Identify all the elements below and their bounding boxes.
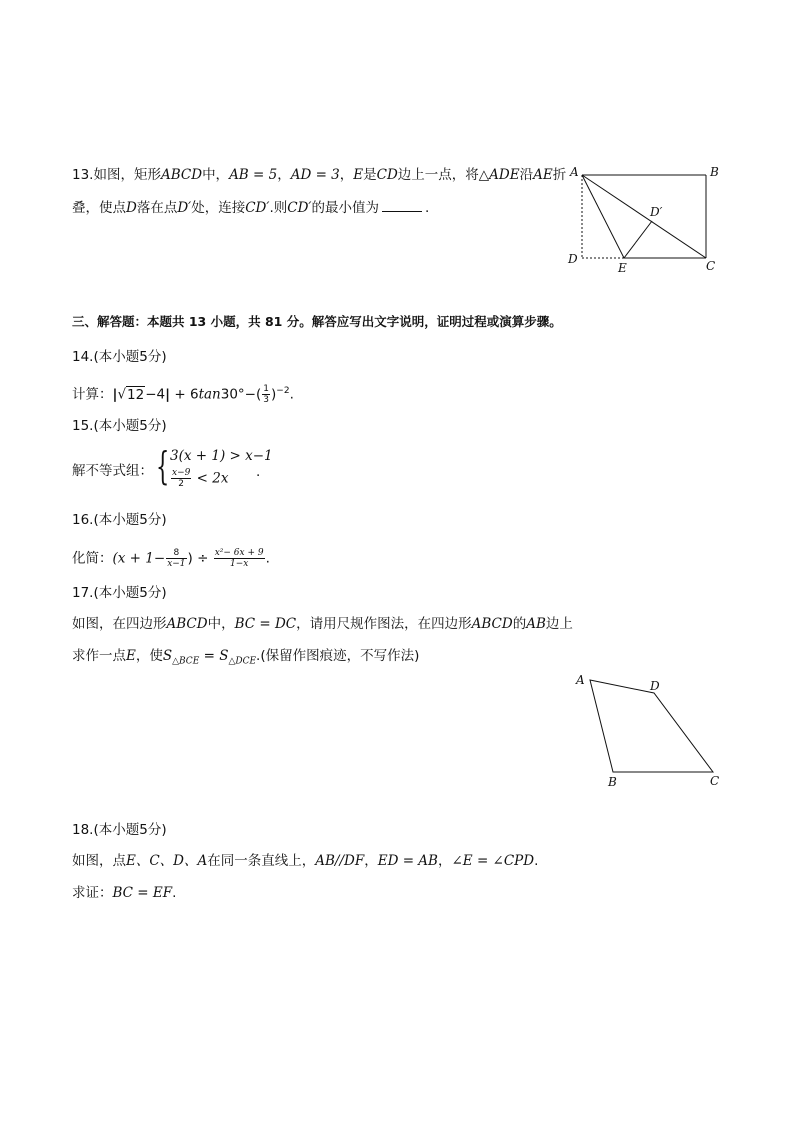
fraction <box>171 468 191 489</box>
denominator: x−1 <box>167 559 186 569</box>
text: 如图，在四边形 <box>72 616 167 632</box>
math: E <box>126 648 136 664</box>
math: AB <box>526 616 546 632</box>
math: ABCD <box>471 616 513 632</box>
text: 落在点 <box>136 200 178 216</box>
q18-line1 <box>72 852 538 870</box>
label-D: D <box>568 252 578 266</box>
text: ， <box>364 853 378 869</box>
text: 边上 <box>545 616 573 632</box>
text: . <box>172 885 177 901</box>
text: 折 <box>552 167 567 183</box>
sqrt-symbol: √ <box>117 386 127 403</box>
text: .则 <box>269 200 288 216</box>
q16-head: 16.(本小题5分) <box>72 512 167 528</box>
math: E、C、D、A <box>126 853 208 869</box>
text: ， <box>339 167 354 183</box>
q15-head: 15.(本小题5分) <box>72 418 167 434</box>
text: 中， <box>207 616 235 632</box>
text: ， <box>437 853 452 869</box>
text: 叠，使点 <box>72 200 126 216</box>
math: ∠E = ∠CPD <box>451 853 535 869</box>
segment-AC <box>582 175 706 258</box>
text: 的 <box>512 616 527 632</box>
text: 处，连接 <box>191 200 246 216</box>
math: 30° <box>220 386 245 403</box>
q17-line2 <box>72 647 419 671</box>
math: tan <box>198 386 221 403</box>
math: −4 <box>145 386 166 403</box>
math: ) ÷ <box>187 550 213 567</box>
text: 如图，点 <box>72 853 126 869</box>
math: | <box>112 386 118 403</box>
numerator: 1 <box>263 384 269 394</box>
label-Dp: D′ <box>650 205 663 219</box>
brace: { <box>156 444 170 488</box>
figure-q13 <box>560 160 730 280</box>
text: 化简： <box>72 550 113 567</box>
math: (x + 1− <box>112 550 166 567</box>
text: .(保留作图痕迹，不写作法) <box>256 648 420 664</box>
text: ， <box>277 167 291 183</box>
numerator: x−9 <box>172 468 191 478</box>
label-C: C <box>710 774 720 788</box>
q15-end: . <box>256 464 261 480</box>
quadrilateral-ABCD <box>590 680 713 772</box>
math: 3(x + 1) > x−1 <box>170 448 273 464</box>
math: AB = 5 <box>229 167 278 183</box>
answer-blank[interactable] <box>382 198 422 212</box>
q18-line2 <box>72 884 176 902</box>
math: CD′ <box>287 200 312 216</box>
figure-q17 <box>570 668 730 793</box>
label-C: C <box>706 259 716 273</box>
text: . <box>265 550 270 567</box>
math: −( <box>244 386 262 403</box>
text: 是 <box>363 167 377 183</box>
fraction <box>262 384 270 405</box>
subscript: △DCE <box>228 656 257 667</box>
numerator: 8 <box>166 548 186 559</box>
q14-head: 14.(本小题5分) <box>72 349 167 365</box>
q18-head: 18.(本小题5分) <box>72 822 167 838</box>
label-E: E <box>618 261 627 275</box>
text: 中， <box>202 167 230 183</box>
math: ABCD <box>166 616 208 632</box>
label-B: B <box>710 165 719 179</box>
math: D <box>126 200 137 216</box>
fraction <box>214 548 265 569</box>
math: AE <box>533 167 553 183</box>
q15-label: 解不等式组： <box>72 463 153 479</box>
math: E <box>353 167 364 183</box>
math: < 2x <box>192 470 229 487</box>
subscript: △BCE <box>172 656 200 667</box>
text: 求作一点 <box>72 648 126 664</box>
q13-line2 <box>72 198 429 217</box>
text: 的最小值为 <box>311 200 379 216</box>
math: CD <box>376 167 398 183</box>
text: . <box>289 386 294 403</box>
text: 13.如图，矩形 <box>72 167 161 183</box>
label-A: A <box>570 165 579 179</box>
math: D′ <box>177 200 192 216</box>
numerator: x²− 6x + 9 <box>214 548 264 558</box>
math: + 6 <box>170 386 199 403</box>
q15-ineq2 <box>170 468 228 489</box>
segment-EDp <box>624 221 652 258</box>
q16-body <box>72 548 270 569</box>
math: S <box>219 648 229 664</box>
text: . <box>424 200 430 216</box>
label-B: B <box>608 775 617 789</box>
math: 12 <box>127 386 145 403</box>
text: 边上一点，将 <box>397 167 479 183</box>
text: ，请用尺规作图法，在四边形 <box>296 616 472 632</box>
exponent: −2 <box>276 386 290 396</box>
math: ) <box>271 386 277 403</box>
math: ABCD <box>160 167 203 183</box>
math: AD = 3 <box>290 167 340 183</box>
q13-line1 <box>72 166 566 184</box>
segment-AE <box>582 175 624 258</box>
math: AB//DF <box>315 853 365 869</box>
math: = <box>199 648 220 664</box>
math: S <box>162 648 173 664</box>
section-heading: 三、解答题：本题共 13 小题，共 81 分。解答应写出文字说明，证明过程或演算步骤。 <box>72 314 562 329</box>
text: 计算： <box>72 386 113 403</box>
label-D: D <box>650 679 660 693</box>
q17-head: 17.(本小题5分) <box>72 585 167 601</box>
denominator: 2 <box>178 479 185 489</box>
fraction <box>166 548 186 569</box>
math: CD′ <box>245 200 270 216</box>
math: ED = AB <box>377 853 438 869</box>
denominator: 3 <box>263 395 269 405</box>
text: ，使 <box>135 648 163 664</box>
math: △ADE <box>478 167 520 183</box>
label-A: A <box>576 673 585 687</box>
text: 在同一条直线上， <box>207 853 316 869</box>
math: BC = EF <box>112 885 173 901</box>
text: . <box>534 853 539 869</box>
text: 沿 <box>519 167 534 183</box>
q14-body <box>72 382 294 405</box>
math: BC = DC <box>234 616 297 632</box>
q17-line1 <box>72 615 573 633</box>
text: 求证： <box>72 885 113 901</box>
denominator: 1−x <box>229 559 249 569</box>
math: | <box>165 386 171 403</box>
